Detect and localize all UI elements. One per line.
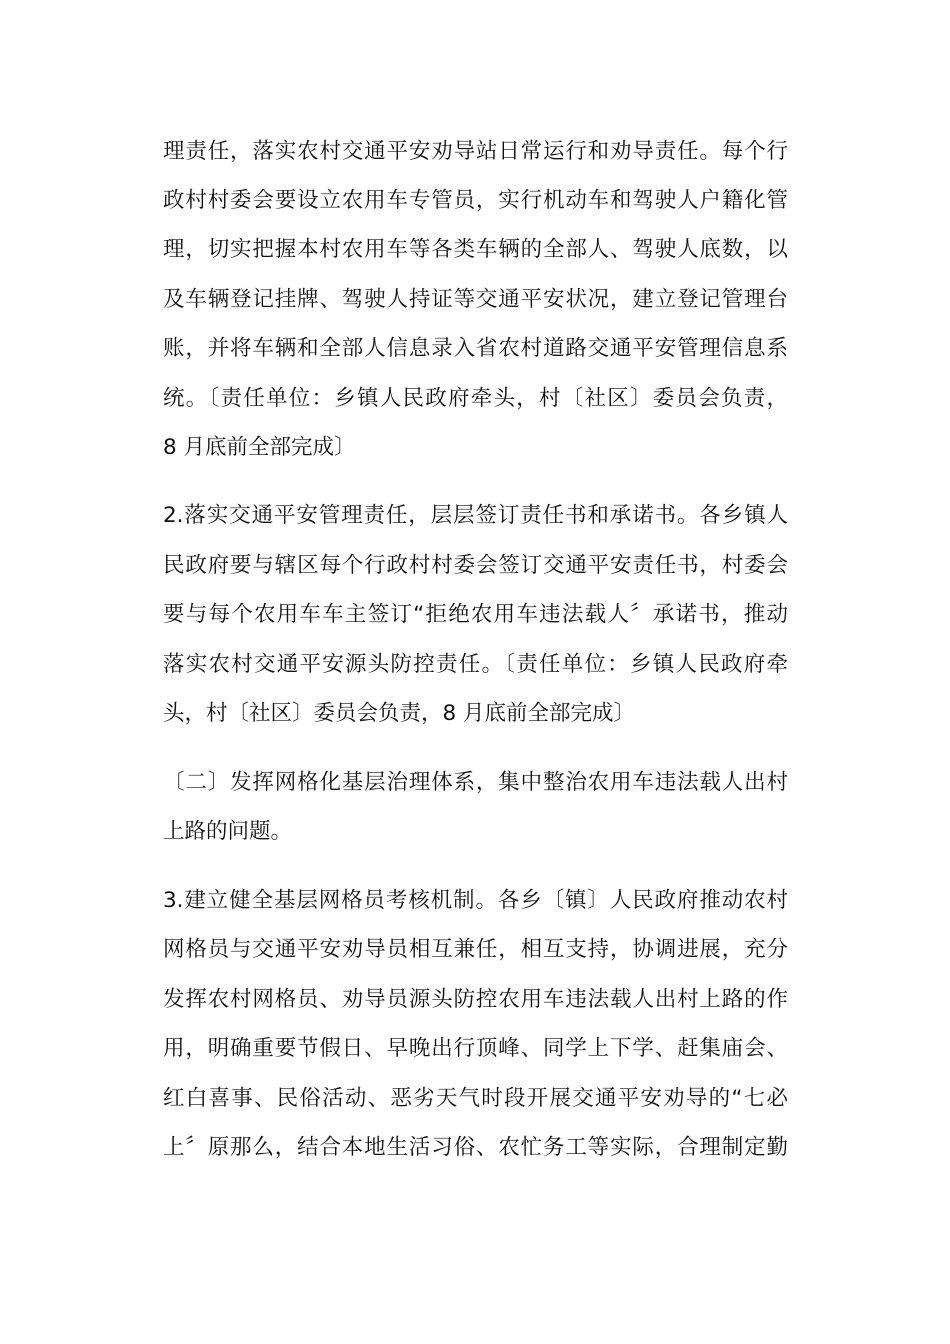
section-heading-line: 上路的问题。 (163, 819, 293, 844)
text-line: 政村村委会要设立农用车专管员，实行机动车和驾驶人户籍化管 (163, 188, 788, 213)
text-line: 上〞原那么，结合本地生活习俗、农忙务工等实际，合理制定勤 (163, 1135, 788, 1160)
text-line: 网格员与交通平安劝导员相互兼任，相互支持，协调进展，充分 (163, 937, 788, 962)
text-line: 理责任，落实农村交通平安劝导站日常运行和劝导责任。每个行 (163, 139, 788, 164)
text-line: 2.落实交通平安管理责任，层层签订责任书和承诺书。各乡镇人 (163, 503, 788, 528)
text-line: 头，村〔社区〕委员会负责，8 月底前全部完成〕 (163, 701, 636, 726)
text-line: 要与每个农用车车主签订“拒绝农用车违法载人〞承诺书，推动 (163, 602, 788, 627)
text-line: 3.建立健全基层网格员考核机制。各乡〔镇〕人民政府推动农村 (163, 888, 788, 913)
text-line: 用，明确重要节假日、早晚出行顶峰、同学上下学、赶集庙会、 (163, 1036, 788, 1061)
text-line: 民政府要与辖区每个行政村村委会签订交通平安责任书，村委会 (163, 553, 788, 578)
text-line: 及车辆登记挂牌、驾驶人持证等交通平安状况，建立登记管理台 (163, 287, 788, 312)
text-line: 红白喜事、民俗活动、恶劣天气时段开展交通平安劝导的“七必 (163, 1086, 788, 1111)
text-line: 8 月底前全部完成〕 (163, 435, 356, 460)
section-heading-line: 〔二〕发挥网格化基层治理体系，集中整治农用车违法载人出村 (163, 770, 788, 795)
text-line: 理，切实把握本村农用车等各类车辆的全部人、驾驶人底数，以 (163, 237, 788, 262)
text-line: 落实农村交通平安源头防控责任。〔责任单位：乡镇人民政府牵 (163, 652, 788, 677)
text-line: 统。〔责任单位：乡镇人民政府牵头，村〔社区〕委员会负责， (163, 386, 788, 411)
text-line: 账，并将车辆和全部人信息录入省农村道路交通平安管理信息系 (163, 336, 788, 361)
text-line: 发挥农村网格员、劝导员源头防控农用车违法载人出村上路的作 (163, 987, 788, 1012)
